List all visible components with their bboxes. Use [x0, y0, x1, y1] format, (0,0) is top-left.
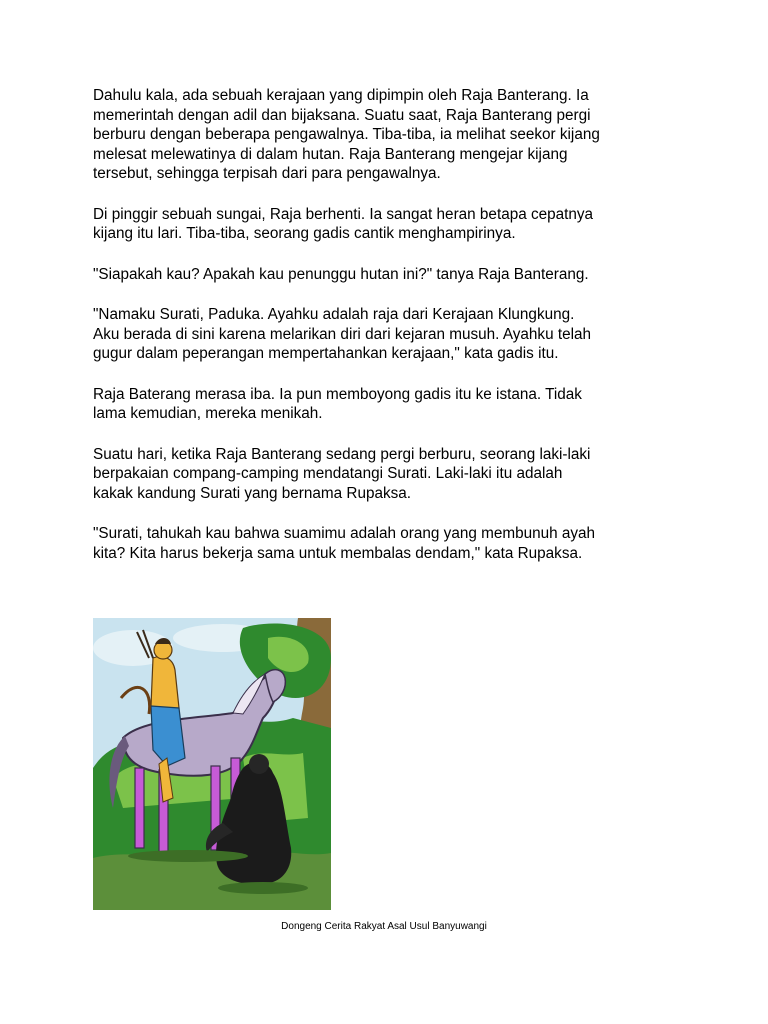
paragraph-7: "Surati, tahukah kau bahwa suamimu adalah orang yang membunuh ayah kita? Kita harus bekerja sama untuk membalas dendam," kata Rupaksa.: [93, 525, 596, 562]
paragraph-4: "Namaku Surati, Paduka. Ayahku adalah raja dari Kerajaan Klungkung. Aku berada di sini karena melarikan diri dari kejaran musuh. Ayahku telah gugur dalam peperangan mempertahankan kerajaan," kata gadis itu.: [93, 306, 591, 362]
shadow: [218, 882, 308, 894]
horse-leg: [135, 768, 144, 848]
story-illustration: [93, 618, 331, 910]
kneeling-man-head: [249, 754, 269, 774]
image-caption: Dongeng Cerita Rakyat Asal Usul Banyuwangi: [281, 921, 487, 932]
paragraph-3: "Siapakah kau? Apakah kau penunggu hutan ini?" tanya Raja Banterang.: [93, 265, 589, 283]
paragraph-1: Dahulu kala, ada sebuah kerajaan yang dipimpin oleh Raja Banterang. Ia memerintah dengan adil dan bijaksana. Suatu saat, Raja Banterang pergi berburu dengan beberapa pengawalnya. Tiba-tiba, ia melihat seekor kijang melesat melewatinya di dalam hutan. Raja Banterang mengejar kijang tersebut, sehingga terpisah dari para pengawalnya.: [93, 87, 600, 182]
paragraph-6: Suatu hari, ketika Raja Banterang sedang pergi berburu, seorang laki-laki berpakaian compang-camping mendatangi Surati. Laki-laki itu adalah kakak kandung Surati yang bernama Rupaksa.: [93, 445, 591, 502]
shadow: [128, 850, 248, 862]
king-on-horse-illustration: [93, 618, 331, 910]
paragraph-5: Raja Baterang merasa iba. Ia pun memboyong gadis itu ke istana. Tidak lama kemudian, mereka menikah.: [93, 385, 582, 422]
story-text: [93, 86, 693, 584]
paragraph-2: Di pinggir sebuah sungai, Raja berhenti. Ia sangat heran betapa cepatnya kijang itu lari. Tiba-tiba, seorang gadis cantik menghampirinya.: [93, 205, 594, 242]
